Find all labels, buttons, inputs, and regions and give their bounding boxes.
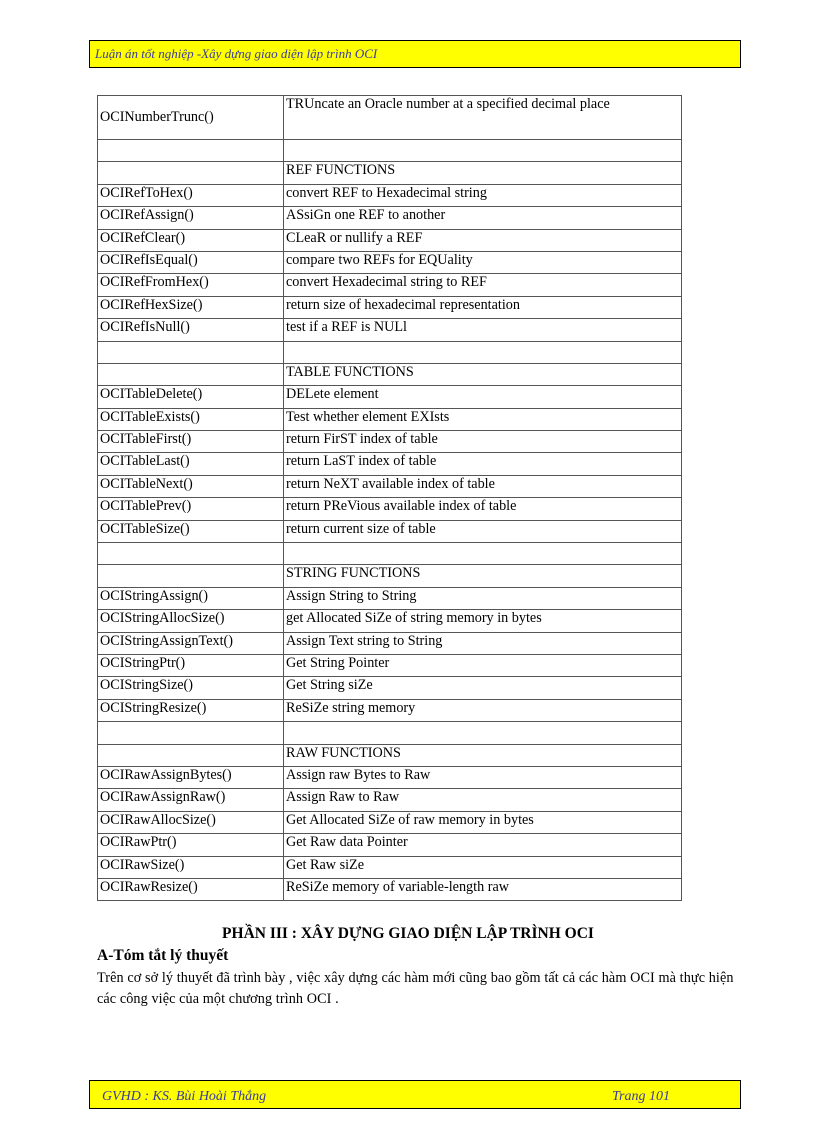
function-table bbox=[97, 95, 682, 901]
function-name-cell: OCITableDelete() bbox=[98, 386, 284, 408]
function-description-cell: return current size of table bbox=[284, 520, 682, 542]
table-row bbox=[98, 856, 682, 878]
table-row bbox=[98, 475, 682, 497]
table-row bbox=[98, 654, 682, 676]
function-description-cell bbox=[284, 140, 682, 162]
table-row bbox=[98, 699, 682, 721]
table-row bbox=[98, 319, 682, 341]
function-name-cell: OCIRawPtr() bbox=[98, 834, 284, 856]
table-row bbox=[98, 565, 682, 587]
function-description-cell: Test whether element EXIsts bbox=[284, 408, 682, 430]
function-name-cell: OCIRefIsEqual() bbox=[98, 251, 284, 273]
function-description-cell: Get Raw data Pointer bbox=[284, 834, 682, 856]
function-description-cell: test if a REF is NULl bbox=[284, 319, 682, 341]
function-description-cell: ReSiZe memory of variable-length raw bbox=[284, 878, 682, 900]
table-row bbox=[98, 766, 682, 788]
function-description-cell: ReSiZe string memory bbox=[284, 699, 682, 721]
function-name-cell: OCITableNext() bbox=[98, 475, 284, 497]
function-name-cell: OCIRefHexSize() bbox=[98, 296, 284, 318]
function-name-cell: OCIRefToHex() bbox=[98, 184, 284, 206]
table-row bbox=[98, 184, 682, 206]
function-name-cell bbox=[98, 565, 284, 587]
table-row bbox=[98, 543, 682, 565]
page-footer bbox=[89, 1080, 741, 1109]
footer-author: GVHD : KS. Bùi Hoài Thắng bbox=[102, 1089, 267, 1104]
table-row bbox=[98, 296, 682, 318]
table-row bbox=[98, 274, 682, 296]
function-name-cell: OCIStringPtr() bbox=[98, 654, 284, 676]
function-description-cell: return NeXT available index of table bbox=[284, 475, 682, 497]
function-description-cell: Assign String to String bbox=[284, 587, 682, 609]
function-name-cell bbox=[98, 744, 284, 766]
table-row bbox=[98, 341, 682, 363]
function-name-cell bbox=[98, 543, 284, 565]
function-name-cell: OCITableExists() bbox=[98, 408, 284, 430]
function-description-cell: get Allocated SiZe of string memory in bytes bbox=[284, 610, 682, 632]
table-row bbox=[98, 207, 682, 229]
function-description-cell: Get String Pointer bbox=[284, 654, 682, 676]
function-description-cell: REF FUNCTIONS bbox=[284, 162, 682, 184]
function-name-cell: OCIRefClear() bbox=[98, 229, 284, 251]
function-name-cell bbox=[98, 162, 284, 184]
table-row bbox=[98, 229, 682, 251]
table-row bbox=[98, 632, 682, 654]
function-description-cell: ASsiGn one REF to another bbox=[284, 207, 682, 229]
table-row bbox=[98, 811, 682, 833]
function-name-cell: OCIRefIsNull() bbox=[98, 319, 284, 341]
table-row bbox=[98, 453, 682, 475]
function-name-cell: OCIRawAssignRaw() bbox=[98, 789, 284, 811]
function-name-cell bbox=[98, 341, 284, 363]
function-description-cell: return FirST index of table bbox=[284, 431, 682, 453]
function-name-cell bbox=[98, 722, 284, 744]
table-row bbox=[98, 408, 682, 430]
function-description-cell: Assign Text string to String bbox=[284, 632, 682, 654]
section-subheading: A-Tóm tắt lý thuyết bbox=[97, 947, 229, 964]
function-description-cell: DELete element bbox=[284, 386, 682, 408]
function-name-cell: OCITableSize() bbox=[98, 520, 284, 542]
function-name-cell: OCINumberTrunc() bbox=[98, 96, 284, 140]
function-description-cell: Get Raw siZe bbox=[284, 856, 682, 878]
function-name-cell: OCITablePrev() bbox=[98, 498, 284, 520]
function-name-cell: OCIRawAllocSize() bbox=[98, 811, 284, 833]
table-row bbox=[98, 431, 682, 453]
function-name-cell: OCITableLast() bbox=[98, 453, 284, 475]
function-name-cell: OCIRefFromHex() bbox=[98, 274, 284, 296]
function-name-cell: OCIStringSize() bbox=[98, 677, 284, 699]
table-row bbox=[98, 162, 682, 184]
function-description-cell: Get String siZe bbox=[284, 677, 682, 699]
function-description-cell: RAW FUNCTIONS bbox=[284, 744, 682, 766]
table-row bbox=[98, 140, 682, 162]
table-row bbox=[98, 587, 682, 609]
function-description-cell bbox=[284, 543, 682, 565]
table-row bbox=[98, 878, 682, 900]
function-name-cell: OCIStringAssignText() bbox=[98, 632, 284, 654]
function-description-cell: TRUncate an Oracle number at a specified decimal place bbox=[284, 96, 682, 140]
function-description-cell: return PReVious available index of table bbox=[284, 498, 682, 520]
section-heading: PHẦN III : XÂY DỰNG GIAO DIỆN LẬP TRÌNH OCI bbox=[222, 925, 594, 942]
function-table-body bbox=[98, 96, 682, 901]
function-description-cell: TABLE FUNCTIONS bbox=[284, 363, 682, 385]
function-name-cell: OCIStringAllocSize() bbox=[98, 610, 284, 632]
function-name-cell: OCIRefAssign() bbox=[98, 207, 284, 229]
function-name-cell: OCIRawAssignBytes() bbox=[98, 766, 284, 788]
function-description-cell: STRING FUNCTIONS bbox=[284, 565, 682, 587]
function-description-cell: convert REF to Hexadecimal string bbox=[284, 184, 682, 206]
function-description-cell bbox=[284, 722, 682, 744]
function-description-cell: CLeaR or nullify a REF bbox=[284, 229, 682, 251]
table-row bbox=[98, 251, 682, 273]
table-row bbox=[98, 363, 682, 385]
header-title: Luận án tốt nghiệp -Xây dựng giao diện lập trình OCI bbox=[95, 46, 378, 61]
table-row bbox=[98, 744, 682, 766]
table-row bbox=[98, 96, 682, 140]
function-description-cell: return size of hexadecimal representation bbox=[284, 296, 682, 318]
function-description-cell: Assign raw Bytes to Raw bbox=[284, 766, 682, 788]
function-name-cell: OCIStringResize() bbox=[98, 699, 284, 721]
page-header bbox=[89, 40, 741, 68]
function-description-cell: Assign Raw to Raw bbox=[284, 789, 682, 811]
function-description-cell: return LaST index of table bbox=[284, 453, 682, 475]
function-description-cell: compare two REFs for EQUality bbox=[284, 251, 682, 273]
function-name-cell: OCITableFirst() bbox=[98, 431, 284, 453]
table-row bbox=[98, 722, 682, 744]
section-paragraph: Trên cơ sở lý thuyết đã trình bày , việc xây dựng các hàm mới cũng bao gồm tất cả các hàm OCI mà thực hiện các công việc của một chương trình OCI . bbox=[97, 970, 734, 1007]
function-name-cell bbox=[98, 140, 284, 162]
function-description-cell: Get Allocated SiZe of raw memory in bytes bbox=[284, 811, 682, 833]
footer-page-number: Trang 101 bbox=[612, 1089, 670, 1104]
function-name-cell bbox=[98, 363, 284, 385]
table-row bbox=[98, 789, 682, 811]
function-name-cell: OCIStringAssign() bbox=[98, 587, 284, 609]
function-name-cell: OCIRawSize() bbox=[98, 856, 284, 878]
table-row bbox=[98, 520, 682, 542]
table-row bbox=[98, 498, 682, 520]
function-description-cell bbox=[284, 341, 682, 363]
table-row bbox=[98, 834, 682, 856]
table-row bbox=[98, 610, 682, 632]
function-name-cell: OCIRawResize() bbox=[98, 878, 284, 900]
function-description-cell: convert Hexadecimal string to REF bbox=[284, 274, 682, 296]
table-row bbox=[98, 677, 682, 699]
table-row bbox=[98, 386, 682, 408]
